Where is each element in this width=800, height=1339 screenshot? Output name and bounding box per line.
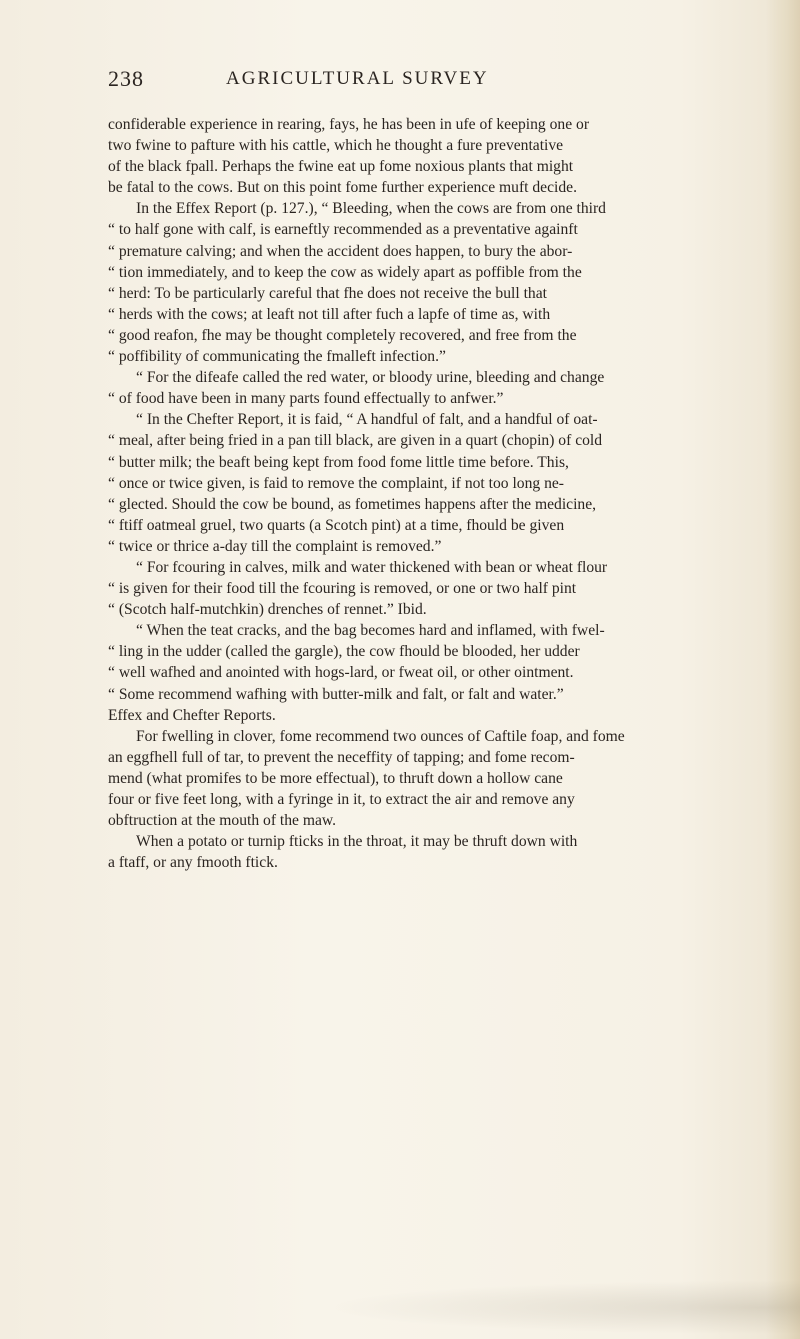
text-line: “ glected. Should the cow be bound, as fometimes happens after the medicine, bbox=[108, 494, 748, 515]
text-line: a ftaff, or any fmooth ftick. bbox=[108, 854, 278, 872]
text-line: obftruction at the mouth of the maw. bbox=[108, 812, 337, 830]
text-line: “ ftiff oatmeal gruel, two quarts (a Scotch pint) at a time, fhould be given bbox=[108, 515, 748, 536]
text-line: “ poffibility of communicating the fmalleft infection.” bbox=[108, 346, 748, 367]
text-line: In the Effex Report (p. 127.), “ Bleeding, when the cows are from one third bbox=[136, 200, 606, 218]
text-line: “ once or twice given, is faid to remove the complaint, if not too long ne- bbox=[108, 473, 748, 494]
text-line: “ tion immediately, and to keep the cow as widely apart as poffible from the bbox=[108, 262, 748, 283]
text-line: “ of food have been in many parts found effectually to anfwer.” bbox=[108, 388, 748, 409]
text-line: “ For the difeafe called the red water, or bloody urine, bleeding and change bbox=[136, 369, 605, 387]
text-line: confiderable experience in rearing, fays, he has been in ufe of keeping one or bbox=[108, 116, 590, 133]
text-line: “ herd: To be particularly careful that fhe does not receive the bull that bbox=[108, 283, 748, 304]
text-line: of the black fpall. Perhaps the fwine eat up fome noxious plants that might bbox=[108, 158, 574, 176]
text-line: mend (what promifes to be more effectual), to thruft down a hollow cane bbox=[108, 769, 563, 787]
text-line: “ For fcouring in calves, milk and water thickened with bean or wheat flour bbox=[136, 558, 608, 576]
text-line: “ When the teat cracks, and the bag becomes hard and inflamed, with fwel- bbox=[136, 622, 605, 640]
text-line: When a potato or turnip fticks in the throat, it may be thruft down with bbox=[136, 833, 578, 851]
text-line: “ is given for their food till the fcouring is removed, or one or two half pint bbox=[108, 578, 748, 599]
text-line: “ twice or thrice a-day till the complaint is removed.” bbox=[108, 536, 748, 557]
page-header bbox=[108, 66, 748, 96]
text-line: “ to half gone with calf, is earneftly recommended as a preventative againft bbox=[108, 219, 748, 240]
text-line: For fwelling in clover, fome recommend two ounces of Caftile foap, and fome bbox=[136, 727, 625, 745]
text-line: an eggfhell full of tar, to prevent the neceffity of tapping; and fome recom- bbox=[108, 748, 575, 766]
text-line: Effex and Chefter Reports. bbox=[108, 706, 276, 724]
text-line: “ (Scotch half-mutchkin) drenches of rennet.” Ibid. bbox=[108, 599, 748, 620]
text-line: “ Some recommend wafhing with butter-milk and falt, or falt and water.” bbox=[108, 684, 748, 705]
text-line: “ good reafon, fhe may be thought completely recovered, and free from the bbox=[108, 325, 748, 346]
page-number: 238 bbox=[108, 66, 144, 91]
page-edge-shadow bbox=[766, 0, 800, 1339]
text-line: “ premature calving; and when the accident does happen, to bury the abor- bbox=[108, 241, 748, 262]
text-line: “ well wafhed and anointed with hogs-lard, or fweat oil, or other ointment. bbox=[108, 662, 748, 683]
running-title: AGRICULTURAL SURVEY bbox=[226, 68, 489, 89]
body-text bbox=[108, 114, 748, 873]
text-line: “ In the Chefter Report, it is faid, “ A handful of falt, and a handful of oat- bbox=[136, 411, 598, 429]
text-line: “ ling in the udder (called the gargle), the cow fhould be blooded, her udder bbox=[108, 641, 748, 662]
text-line: “ butter milk; the beaft being kept from food fome little time before. This, bbox=[108, 452, 748, 473]
text-line: four or five feet long, with a fyringe in it, to extract the air and remove any bbox=[108, 791, 575, 808]
text-line: two fwine to pafture with his cattle, which he thought a fure preventative bbox=[108, 137, 564, 155]
text-line: “ meal, after being fried in a pan till black, are given in a quart (chopin) of cold bbox=[108, 430, 748, 451]
text-line: “ herds with the cows; at leaft not till after fuch a lapfe of time as, with bbox=[108, 304, 748, 325]
text-line: be fatal to the cows. But on this point fome further experience muft decide. bbox=[108, 179, 577, 197]
page-stain bbox=[0, 1260, 800, 1339]
